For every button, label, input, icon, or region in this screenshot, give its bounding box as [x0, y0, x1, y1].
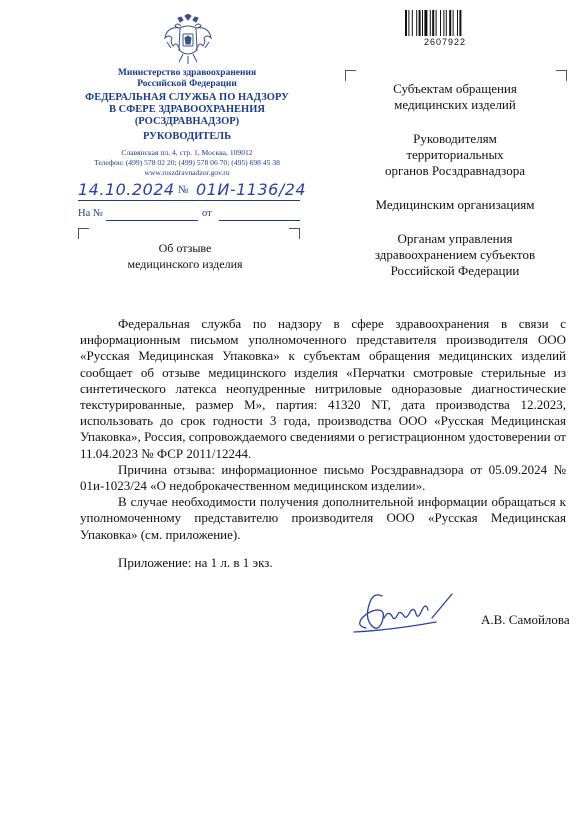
letter-body — [80, 316, 566, 543]
recipient-line: Субъектам обращения — [393, 81, 517, 96]
subject-bracket-left — [78, 228, 89, 239]
recipient — [355, 231, 555, 279]
registration-line — [78, 180, 307, 202]
recipient-bracket-left — [345, 70, 356, 81]
service-line: (РОСЗДРАВНАДЗОР) — [134, 116, 240, 127]
body-paragraph: Причина отзыва: информационное письмо Росздравнадзора от 05.09.2024 № 01и-1023/24 «О недоброкачественном медицинском изделии». — [80, 461, 566, 494]
subject-line: Об отзыве — [158, 241, 212, 255]
recipient-line: Российской Федерации — [390, 263, 520, 278]
reference-number-label: На № — [78, 208, 103, 219]
date-underline — [78, 200, 300, 201]
reference-date-underline — [219, 220, 300, 221]
address-line: Славянская пл. 4, стр. 1, Москва, 109012 — [121, 148, 253, 157]
recipient-line: территориальных — [406, 147, 504, 162]
ministry-name — [70, 68, 304, 90]
recipient — [355, 197, 555, 213]
service-line: В СФЕРЕ ЗДРАВООХРАНЕНИЯ — [109, 104, 265, 115]
recipient-line: Органам управления — [397, 231, 513, 246]
recipient-line: Руководителям — [413, 131, 497, 146]
subject-bracket-right — [289, 228, 300, 239]
recipient-line: Медицинским организациям — [375, 197, 535, 212]
phone-line: Телефон: (499) 578 02 20; (499) 578 06 70; (495) 698 45 38 — [94, 158, 280, 167]
service-name — [70, 92, 304, 128]
body-paragraph: Федеральная служба по надзору в сфере здравоохранения в связи с информационным письмом уполномоченного представителя производителя ООО «Русская Медицинская Упаковка» к субъектам обращения медицинских изделий сообщает об отзыве медицинского изделия «Перчатки смотровые стерильные из синтетического латекса неопудренные нитриловые одноразовые диагностические текстурированные, размер М», партия: 41320 NT, дата производства 12.2023, использовать до срок годности 3 года, производства ООО «Русская Медицинская Упаковка», Россия, сопровождаемого сведениями о регистрационном удостоверении от 11.04.2023 № ФСР 2011/12244. — [80, 316, 566, 461]
number-sign: № — [178, 184, 189, 196]
recipient — [355, 131, 555, 179]
recipients-block — [355, 81, 555, 297]
attachment-note: Приложение: на 1 л. в 1 экз. — [118, 555, 273, 570]
recipient-line: медицинских изделий — [394, 97, 516, 112]
letter-subject — [80, 240, 290, 272]
ministry-line: Российской Федерации — [137, 79, 237, 89]
ministry-line: Министерство здравоохранения — [117, 68, 257, 78]
letter-date: 14.10.2024 — [78, 180, 175, 199]
barcode-number: 2607922 — [423, 37, 467, 47]
head-title: РУКОВОДИТЕЛЬ — [142, 131, 232, 142]
service-line: ФЕДЕРАЛЬНАЯ СЛУЖБА ПО НАДЗОРУ — [85, 92, 289, 103]
letter-number: 01И-1136/24 — [196, 180, 307, 199]
recipient-line: органов Росздравнадзора — [384, 163, 526, 178]
website-line: www.roszdravnadzor.gov.ru — [144, 168, 230, 177]
reference-line — [78, 208, 300, 224]
body-paragraph: В случае необходимости получения дополнительной информации обращаться к уполномоченному представителю производителя ООО «Русская Медицинская Упаковка» (см. приложение). — [80, 494, 566, 542]
signer-name: А.В. Самойлова — [481, 612, 570, 627]
sender-address — [70, 148, 304, 178]
recipient — [355, 81, 555, 113]
handwritten-signature — [352, 588, 470, 638]
reference-number-underline — [106, 220, 198, 221]
recipient-bracket-right — [556, 70, 567, 81]
recipient-line: здравоохранением субъектов — [374, 247, 536, 262]
russian-coat-of-arms-icon — [163, 14, 213, 66]
reference-date-label: от — [202, 208, 212, 219]
barcode-icon — [405, 10, 485, 36]
subject-line: медицинского изделия — [127, 257, 243, 271]
